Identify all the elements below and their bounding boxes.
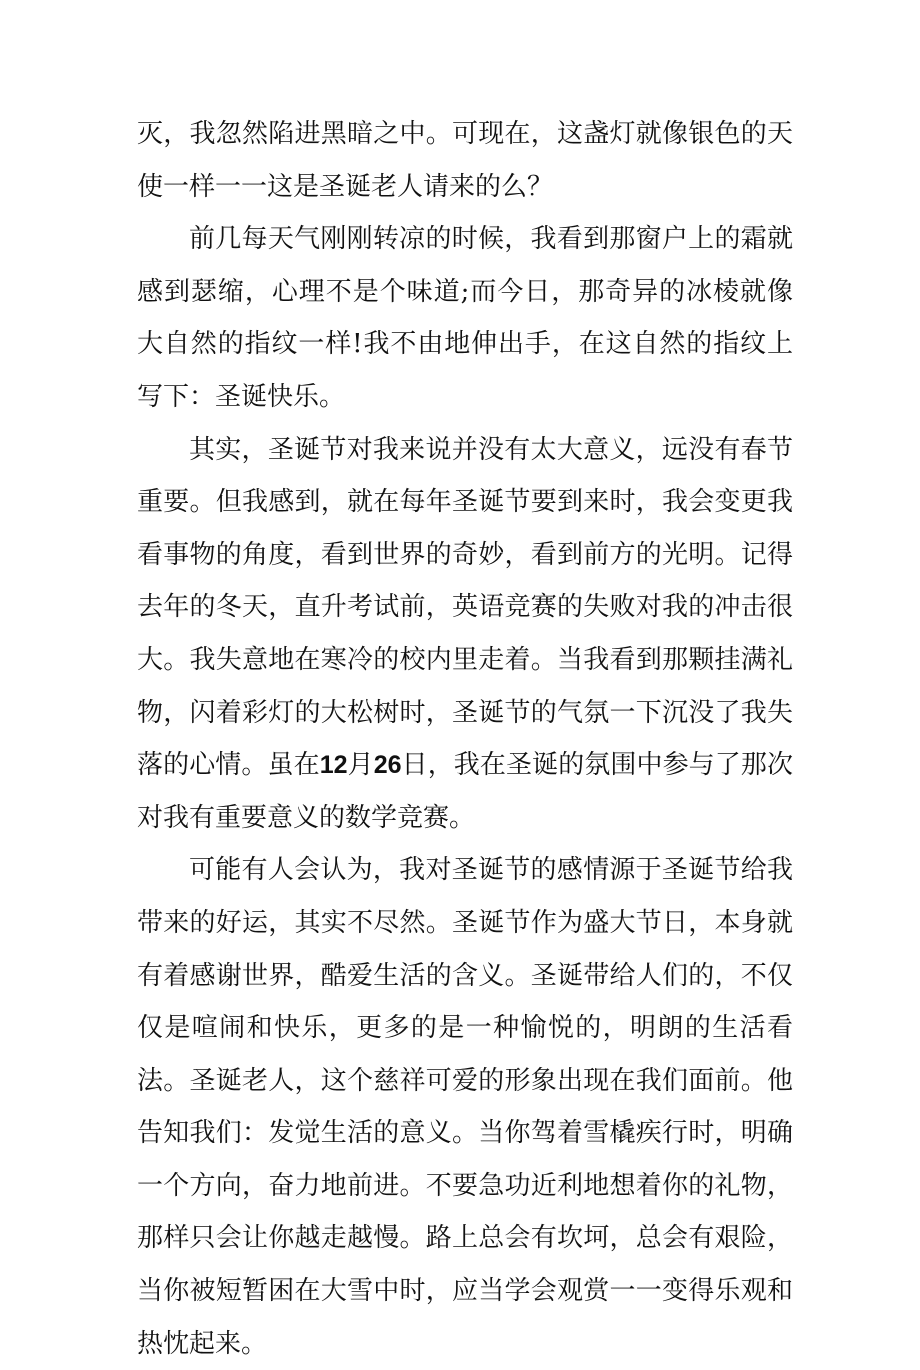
paragraph-number: 12 — [319, 751, 348, 780]
paragraph-text: 可能有人会认为，我对圣诞节的感情源于圣诞节给我带来的好运，其实不尽然。圣诞节作为盛大节日，本身就有着感谢世界，酷爱生活的含义。圣诞带给人们的，不仅仅是喧闹和快乐，更多的是一种愉悦的，明朗的生活看法。圣诞老人，这个慈祥可爱的形象出现在我们面前。他告知我们：发觉生活的意义。当你驾着雪橇疾行时，明确一个方向，奋力地前进。不要急功近利地想着你的礼物，那样只会让你越走越慢。路上总会有坎坷，总会有艰险，当你被短暂困在大雪中时，应当学会观赏一一变得乐观和热忱起来。 — [137, 855, 793, 1359]
paragraph-text: 灭，我忽然陷进黑暗之中。可现在，这盏灯就像银色的天使一样一一这是圣诞老人请来的么？ — [137, 119, 793, 202]
paragraph-1 — [137, 108, 793, 213]
paragraph-text: 前几每天气刚刚转凉的时候，我看到那窗户上的霜就感到瑟缩，心理不是个味道;而今日，那奇异的冰棱就像大自然的指纹一样!我不由地伸出手，在这自然的指纹上写下：圣诞快乐。 — [137, 224, 793, 412]
paragraph-text: 其实，圣诞节对我来说并没有太大意义，远没有春节重要。但我感到，就在每年圣诞节要到来时，我会变更我看事物的角度，看到世界的奇妙，看到前方的光明。记得去年的冬天，直升考试前，英语竞赛的失败对我的冲击很大。我失意地在寒冷的校内里走着。当我看到那颗挂满礼物，闪着彩灯的大松树时，圣诞节的气氛一下沉没了我失落的心情。虽在 — [137, 434, 793, 781]
paragraph-3 — [137, 424, 793, 845]
paragraph-2 — [137, 213, 793, 423]
paragraph-text: 月 — [347, 750, 374, 781]
paragraph-number: 26 — [373, 751, 402, 780]
paragraph-text: 日，我在圣诞的氛围中参与了那次对我有重要意义的数学竞赛。 — [137, 750, 793, 833]
paragraph-4 — [137, 844, 793, 1370]
document-body — [137, 108, 793, 1370]
